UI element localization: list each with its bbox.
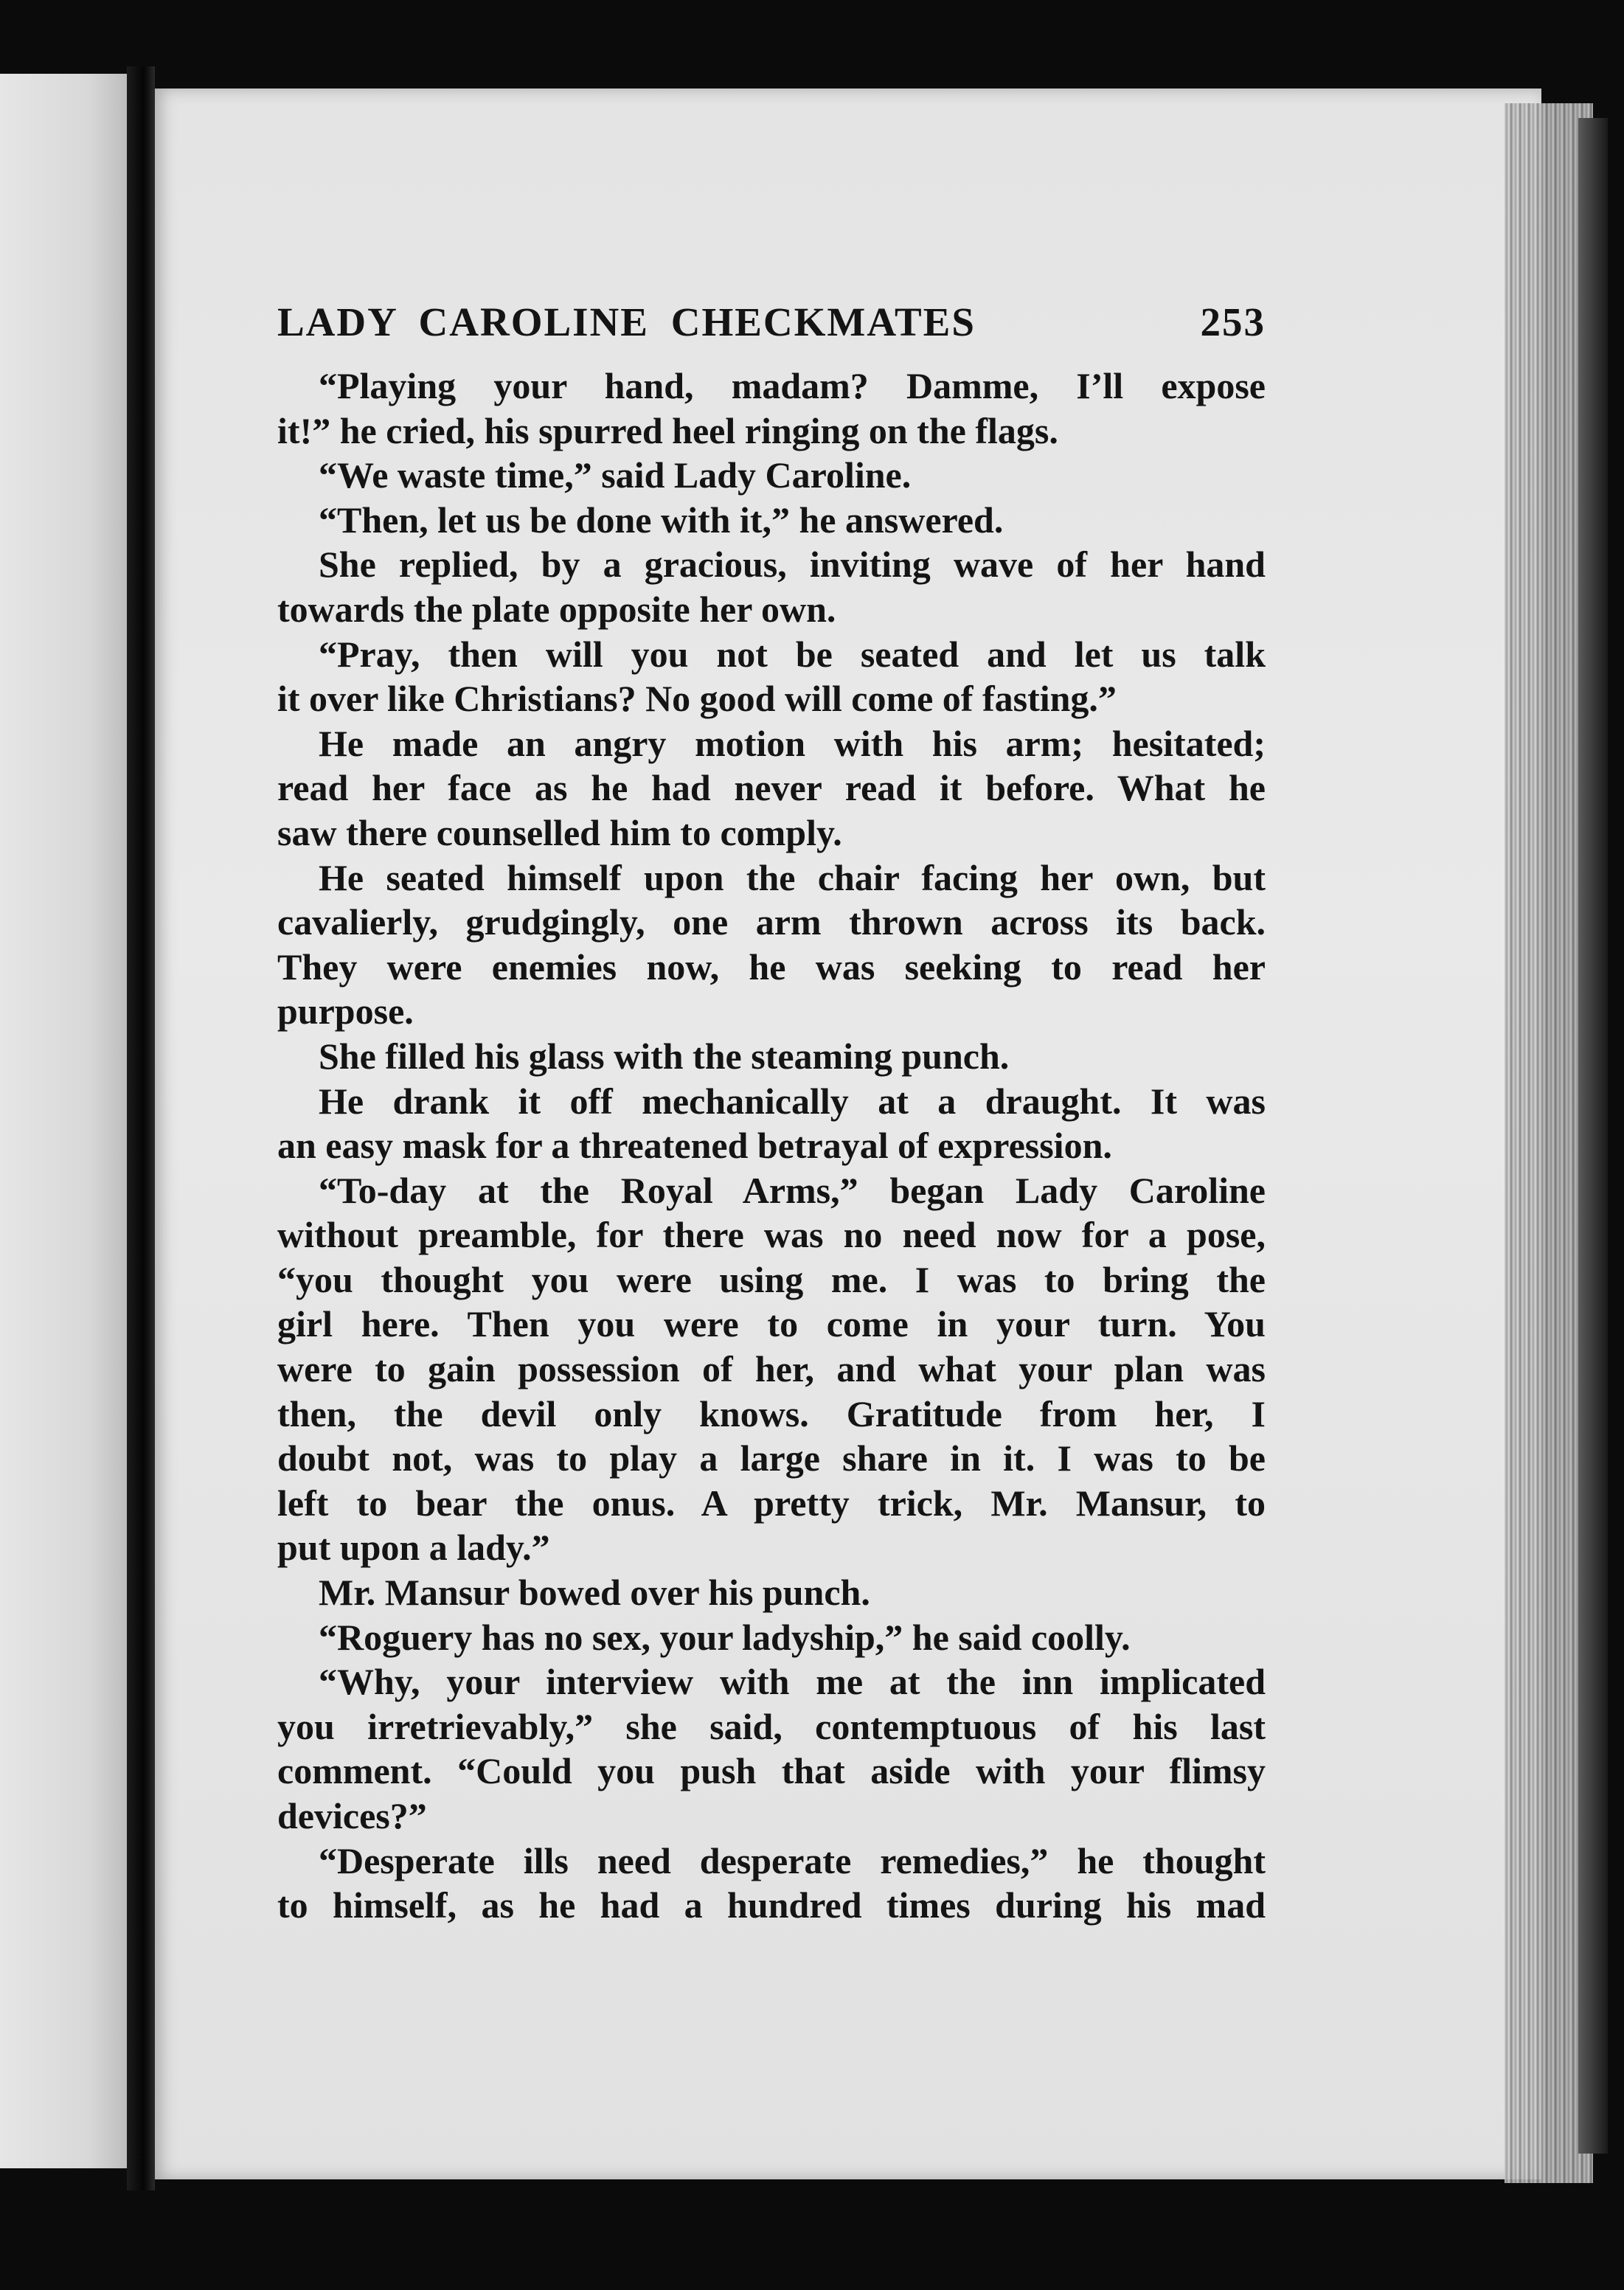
text-line: She filled his glass with the steaming punch. xyxy=(319,1035,1010,1077)
page-text xyxy=(277,299,1266,1928)
text-line: “Playing your hand, madam? Damme, I’ll expose xyxy=(319,365,1266,406)
text-line: He seated himself upon the chair facing her own, but xyxy=(319,856,1266,898)
text-line: to himself, as he had a hundred times during his mad xyxy=(277,1884,1266,1926)
book-gutter xyxy=(127,66,155,2190)
text-line: “Why, your interview with me at the inn implicated xyxy=(319,1661,1266,1703)
text-line: “you thought you were using me. I was to bring the xyxy=(277,1258,1266,1300)
book-cover-edge xyxy=(1578,118,1608,2154)
text-line: towards the plate opposite her own. xyxy=(277,588,836,630)
running-title: LADY CAROLINE CHECKMATES xyxy=(277,299,976,344)
text-line: put upon a lady.” xyxy=(277,1527,550,1569)
text-line: cavalierly, grudgingly, one arm thrown across its back. xyxy=(277,901,1266,943)
text-line: it over like Christians? No good will come of fasting.” xyxy=(277,678,1117,720)
text-line: girl here. Then you were to come in your turn. You xyxy=(277,1303,1266,1345)
text-line: They were enemies now, he was seeking to read her xyxy=(277,946,1266,988)
text-line: She replied, by a gracious, inviting wave of her hand xyxy=(319,544,1266,586)
text-line: He drank it off mechanically at a draught. It was xyxy=(319,1080,1266,1122)
text-line: “Pray, then will you not be seated and let us talk xyxy=(319,633,1266,675)
text-line: “Then, let us be done with it,” he answered. xyxy=(319,499,1004,541)
text-line: Mr. Mansur bowed over his punch. xyxy=(319,1572,870,1614)
text-line: comment. “Could you push that aside with your flimsy xyxy=(277,1750,1266,1792)
facing-page-edge xyxy=(0,74,127,2168)
running-header xyxy=(277,299,1266,350)
text-line: doubt not, was to play a large share in it. I was to be xyxy=(277,1437,1266,1479)
text-line: you irretrievably,” she said, contemptuous of his last xyxy=(277,1705,1266,1747)
text-line: “Desperate ills need desperate remedies,” he thought xyxy=(319,1839,1266,1881)
text-line: read her face as he had never read it before. What he xyxy=(277,767,1266,809)
text-line: “To-day at the Royal Arms,” began Lady Caroline xyxy=(319,1169,1266,1211)
text-line: He made an angry motion with his arm; hesitated; xyxy=(319,722,1266,764)
text-line: it!” he cried, his spurred heel ringing on the flags. xyxy=(277,409,1058,451)
text-line: without preamble, for there was no need now for a pose, xyxy=(277,1214,1266,1256)
text-line: “Roguery has no sex, your ladyship,” he said coolly. xyxy=(319,1616,1131,1658)
text-line: left to bear the onus. A pretty trick, Mr. Mansur, to xyxy=(277,1482,1266,1524)
text-line: were to gain possession of her, and what your plan was xyxy=(277,1348,1266,1390)
text-line: saw there counselled him to comply. xyxy=(277,811,842,853)
text-line: devices?” xyxy=(277,1795,427,1836)
text-line: an easy mask for a threatened betrayal of expression. xyxy=(277,1125,1112,1167)
text-line: purpose. xyxy=(277,990,414,1033)
page-number: 253 xyxy=(1200,299,1266,344)
text-line: then, the devil only knows. Gratitude from her, I xyxy=(277,1392,1266,1434)
text-line: “We waste time,” said Lady Caroline. xyxy=(319,454,912,496)
